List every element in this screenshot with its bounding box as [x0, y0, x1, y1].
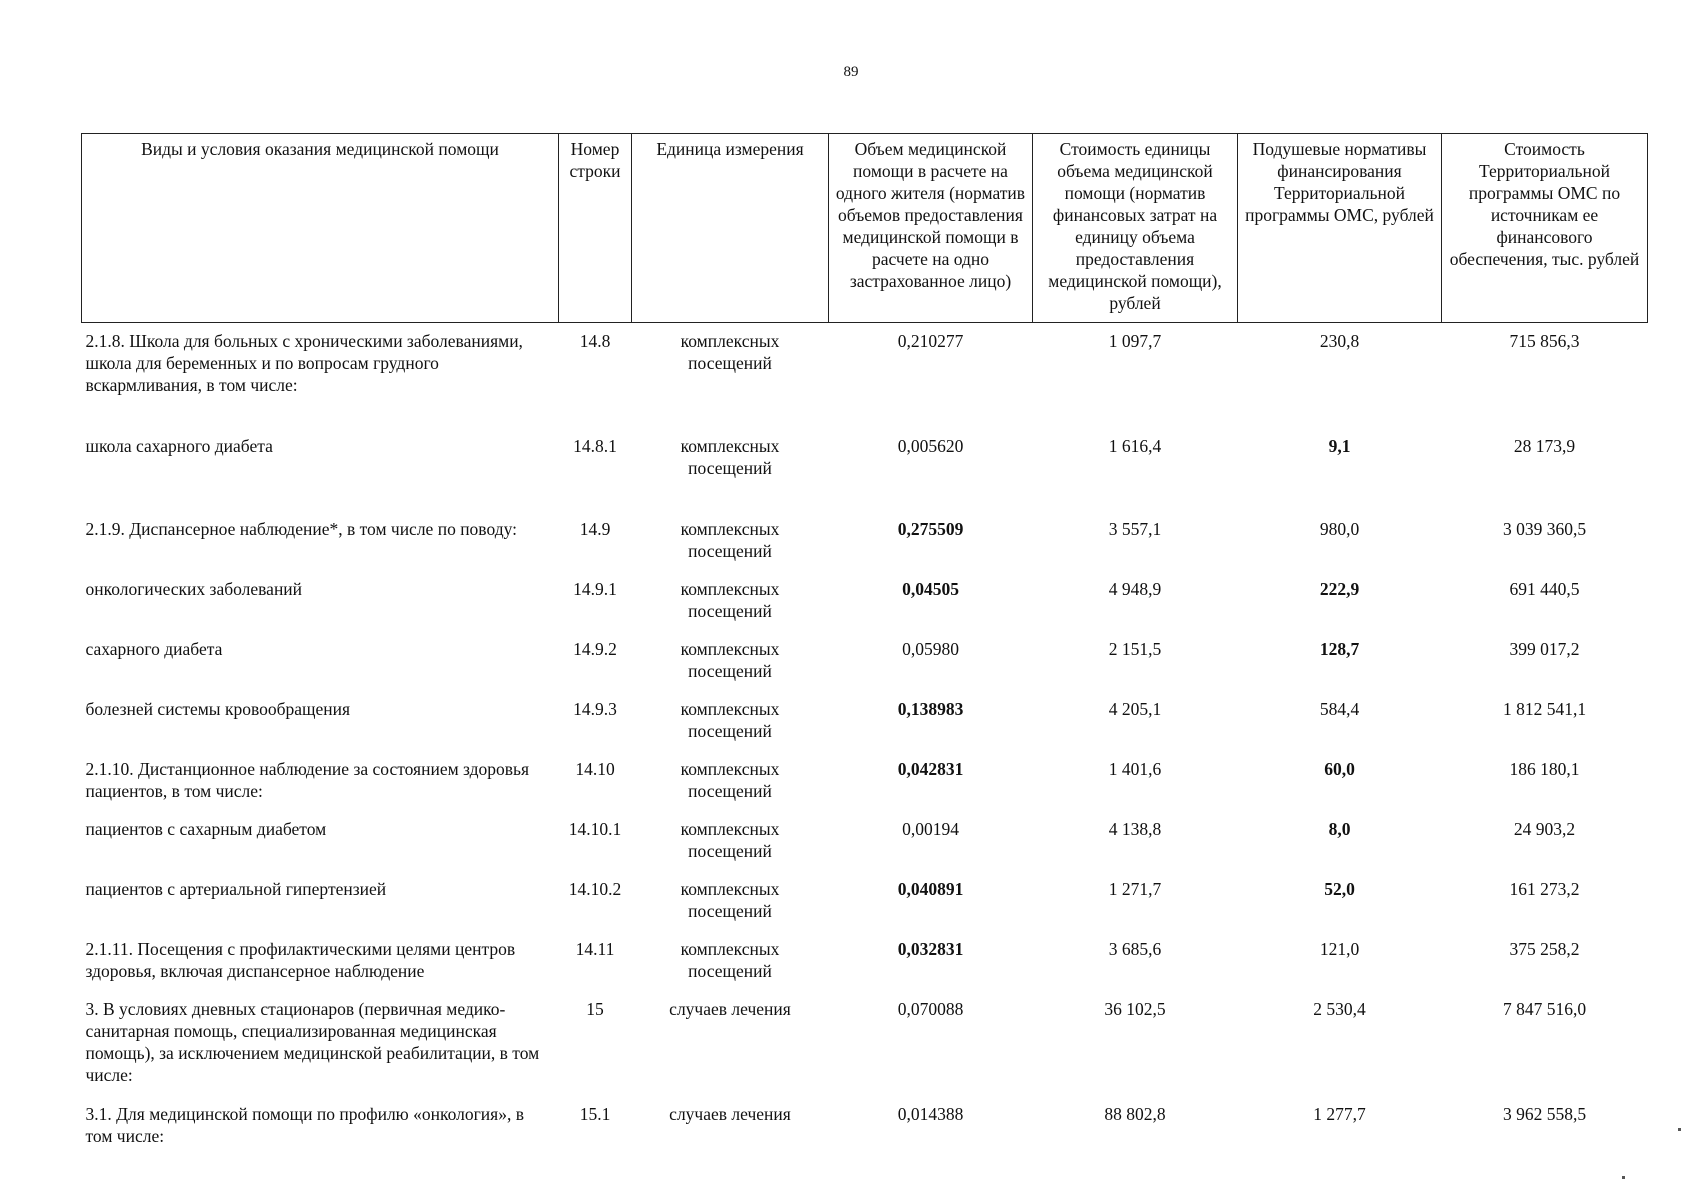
cell-per-capita: 9,1: [1328, 436, 1351, 456]
table-header: [82, 134, 1648, 323]
table-row: [82, 323, 1648, 429]
cell-per-capita: 121,0: [1319, 939, 1360, 959]
header-per-capita: Подушевые нормативы финансирования Территориальной программы ОМС, рублей: [1238, 134, 1442, 323]
cell-row-number: 14.8.1: [573, 436, 617, 456]
header-unit: Единица измерения: [632, 134, 829, 323]
table-body: [82, 323, 1648, 1157]
table-row: [82, 991, 1648, 1096]
cell-per-capita: 8,0: [1328, 819, 1351, 839]
cell-unit-cost: 1 401,6: [1108, 759, 1162, 779]
cell-unit: комплексных посещений: [680, 639, 780, 681]
cell-unit: комплексных посещений: [680, 939, 780, 981]
cell-unit: случаев лечения: [669, 999, 791, 1019]
table-row: [82, 871, 1648, 931]
table-row: [82, 691, 1648, 751]
table-row: [82, 811, 1648, 871]
cell-volume: 0,04505: [902, 579, 959, 599]
cell-unit-cost: 3 557,1: [1108, 519, 1162, 539]
cell-unit-cost: 4 948,9: [1108, 579, 1162, 599]
cell-unit-cost: 36 102,5: [1104, 999, 1166, 1019]
cell-row-number: 14.10: [575, 759, 615, 779]
cell-total-cost: 399 017,2: [1509, 639, 1580, 659]
cell-volume: 0,042831: [897, 759, 964, 779]
scan-edge-mark: [1622, 1176, 1625, 1179]
header-row: [82, 134, 1648, 323]
cell-care-type: пациентов с сахарным диабетом: [85, 819, 327, 839]
cell-per-capita: 230,8: [1319, 331, 1360, 351]
cell-unit-cost: 3 685,6: [1108, 939, 1162, 959]
cell-unit: комплексных посещений: [680, 331, 780, 373]
cell-per-capita: 1 277,7: [1313, 1104, 1366, 1124]
cell-row-number: 14.9.3: [573, 699, 617, 719]
header-unit-cost: Стоимость единицы объема медицинской помощи (норматив финансовых затрат на единицу объема предоставления медицинской помощи), рублей: [1033, 134, 1238, 323]
cell-total-cost: 186 180,1: [1509, 759, 1580, 779]
scan-edge-mark: [1678, 1128, 1681, 1131]
cell-per-capita: 980,0: [1319, 519, 1360, 539]
cell-total-cost: 161 273,2: [1509, 879, 1580, 899]
cell-unit: комплексных посещений: [680, 759, 780, 801]
cell-row-number: 14.9: [579, 519, 611, 539]
table-row: [82, 631, 1648, 691]
cell-unit-cost: 1 097,7: [1108, 331, 1162, 351]
table-row: [82, 1096, 1648, 1156]
cell-volume: 0,005620: [897, 436, 964, 456]
cell-care-type: 3. В условиях дневных стационаров (первичная медико-санитарная помощь, специализированная медицинская помощь), за исключением медицинской реабилитации, в том числе:: [85, 999, 540, 1085]
cell-care-type: сахарного диабета: [85, 639, 223, 659]
cell-total-cost: 375 258,2: [1509, 939, 1580, 959]
cell-volume: 0,070088: [897, 999, 964, 1019]
cell-unit: комплексных посещений: [680, 819, 780, 861]
table-row: [82, 931, 1648, 991]
cell-care-type: 2.1.8. Школа для больных с хроническими заболеваниями, школа для беременных и по вопросам грудного вскармливания, в том числе:: [85, 331, 523, 395]
financing-table: [81, 133, 1648, 1156]
cell-unit: случаев лечения: [669, 1104, 791, 1124]
cell-unit-cost: 1 616,4: [1108, 436, 1162, 456]
cell-total-cost: 691 440,5: [1509, 579, 1580, 599]
cell-total-cost: 24 903,2: [1513, 819, 1576, 839]
page-number: 89: [843, 64, 859, 80]
cell-unit-cost: 4 205,1: [1108, 699, 1162, 719]
cell-row-number: 14.9.2: [573, 639, 617, 659]
cell-per-capita: 2 530,4: [1313, 999, 1366, 1019]
cell-total-cost: 715 856,3: [1509, 331, 1580, 351]
cell-unit: комплексных посещений: [680, 436, 780, 478]
header-row-number: Номер строки: [559, 134, 632, 323]
cell-care-type: 2.1.10. Дистанционное наблюдение за состоянием здоровья пациентов, в том числе:: [85, 759, 530, 801]
cell-total-cost: 1 812 541,1: [1502, 699, 1587, 719]
cell-care-type: пациентов с артериальной гипертензией: [85, 879, 387, 899]
header-care-type: Виды и условия оказания медицинской помощи: [82, 134, 559, 323]
cell-unit: комплексных посещений: [680, 519, 780, 561]
cell-volume: 0,040891: [897, 879, 964, 899]
cell-per-capita: 60,0: [1324, 759, 1355, 779]
cell-row-number: 14.9.1: [573, 579, 617, 599]
cell-unit: комплексных посещений: [680, 699, 780, 741]
cell-unit-cost: 2 151,5: [1108, 639, 1162, 659]
cell-total-cost: 3 039 360,5: [1502, 519, 1587, 539]
cell-care-type: 2.1.9. Диспансерное наблюдение*, в том числе по поводу:: [85, 519, 517, 539]
cell-volume: 0,05980: [902, 639, 959, 659]
cell-volume: 0,00194: [902, 819, 959, 839]
cell-per-capita: 584,4: [1319, 699, 1360, 719]
cell-per-capita: 222,9: [1319, 579, 1360, 599]
cell-volume: 0,032831: [897, 939, 964, 959]
cell-volume: 0,275509: [897, 519, 964, 539]
cell-volume: 0,014388: [897, 1104, 964, 1124]
header-volume: Объем медицинской помощи в расчете на одного жителя (норматив объемов предоставления медицинской помощи в расчете на одно застрахованное лицо): [829, 134, 1033, 323]
cell-total-cost: 7 847 516,0: [1502, 999, 1587, 1019]
cell-per-capita: 52,0: [1324, 879, 1355, 899]
cell-row-number: 14.10.2: [568, 879, 622, 899]
cell-unit: комплексных посещений: [680, 879, 780, 921]
cell-total-cost: 3 962 558,5: [1502, 1104, 1587, 1124]
cell-care-type: 2.1.11. Посещения с профилактическими целями центров здоровья, включая диспансерное наблюдение: [85, 939, 516, 981]
cell-row-number: 15.1: [579, 1104, 611, 1124]
cell-unit-cost: 1 271,7: [1108, 879, 1162, 899]
table-row: [82, 511, 1648, 571]
cell-total-cost: 28 173,9: [1513, 436, 1576, 456]
cell-volume: 0,138983: [897, 699, 964, 719]
cell-per-capita: 128,7: [1319, 639, 1360, 659]
cell-row-number: 14.10.1: [568, 819, 622, 839]
header-total-cost: Стоимость Территориальной программы ОМС по источникам ее финансового обеспечения, тыс. рублей: [1442, 134, 1648, 323]
cell-row-number: 14.8: [579, 331, 611, 351]
cell-care-type: 3.1. Для медицинской помощи по профилю «онкология», в том числе:: [85, 1104, 524, 1146]
cell-unit: комплексных посещений: [680, 579, 780, 621]
cell-row-number: 14.11: [575, 939, 615, 959]
cell-row-number: 15: [586, 999, 604, 1019]
table-row: [82, 571, 1648, 631]
cell-care-type: онкологических заболеваний: [85, 579, 303, 599]
table-row: [82, 428, 1648, 511]
table-row: [82, 751, 1648, 811]
cell-care-type: болезней системы кровообращения: [85, 699, 351, 719]
cell-care-type: школа сахарного диабета: [85, 436, 273, 456]
cell-volume: 0,210277: [897, 331, 964, 351]
cell-unit-cost: 88 802,8: [1104, 1104, 1166, 1124]
cell-unit-cost: 4 138,8: [1108, 819, 1162, 839]
